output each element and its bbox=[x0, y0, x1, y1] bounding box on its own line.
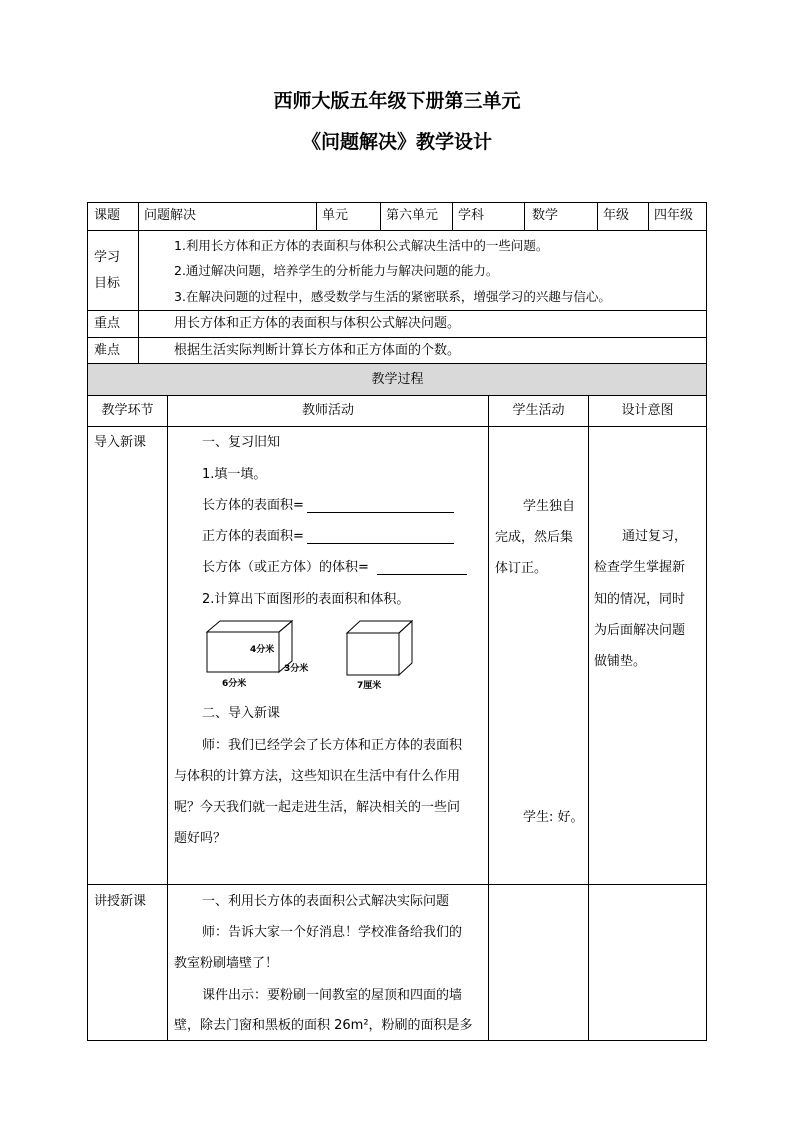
key-point-label: 重点 bbox=[94, 316, 121, 331]
unit-value: 第六单元 bbox=[386, 208, 439, 223]
dialog-line-4: 题好吗？ bbox=[174, 831, 227, 846]
student-activity-line-1: 学生独自 bbox=[523, 499, 576, 514]
col-header-stage: 教学环节 bbox=[101, 403, 154, 418]
dialog-line-1: 师：我们已经学会了长方体和正方体的表面积 bbox=[202, 738, 463, 753]
unit-label: 单元 bbox=[322, 208, 349, 223]
student-activity-line-3: 体订正。 bbox=[495, 561, 548, 576]
lesson-line-3: 课件出示：要粉刷一间教室的屋顶和四面的墙 bbox=[202, 988, 463, 1003]
stage-new-lesson: 讲授新课 bbox=[94, 894, 147, 909]
dialog-line-3: 呢？今天我们就一起走进生活，解决相关的一些问 bbox=[174, 800, 461, 815]
cuboid-width-label: 6分米 bbox=[222, 679, 247, 689]
fill-heading: 1.填一填。 bbox=[202, 467, 267, 482]
goal-item-1: 1.利用长方体和正方体的表面积与体积公式解决生活中的一些问题。 bbox=[174, 238, 549, 253]
intent-line-4: 为后面解决问题 bbox=[594, 623, 686, 638]
grade-value: 四年级 bbox=[654, 208, 694, 223]
subject-label: 学科 bbox=[458, 208, 485, 223]
fill-blank-1 bbox=[307, 512, 454, 513]
intent-line-3: 知的情况，同时 bbox=[594, 592, 686, 607]
intent-line-5: 做铺垫。 bbox=[594, 654, 647, 669]
stage-intro: 导入新课 bbox=[94, 435, 147, 450]
fill-blank-2 bbox=[307, 543, 454, 544]
fill-blank-3 bbox=[377, 574, 467, 575]
difficulty-label: 难点 bbox=[94, 343, 121, 358]
goals-label-line1: 学习 bbox=[94, 250, 121, 265]
cube-edge-label: 7厘米 bbox=[357, 681, 382, 691]
fill-item-2: 正方体的表面积= bbox=[202, 529, 304, 544]
course-value: 问题解决 bbox=[144, 208, 197, 223]
cuboid-height-label: 4分米 bbox=[250, 645, 275, 655]
col-header-intent: 设计意图 bbox=[621, 403, 674, 418]
student-reply: 学生: 好。 bbox=[523, 810, 584, 825]
document-title: 西师大版五年级下册第三单元 bbox=[273, 90, 521, 112]
intent-line-2: 检查学生掌握新 bbox=[594, 560, 686, 575]
grade-label: 年级 bbox=[603, 208, 630, 223]
student-activity-line-2: 完成，然后集 bbox=[495, 530, 574, 545]
col-header-student: 学生活动 bbox=[512, 403, 565, 418]
course-label: 课题 bbox=[94, 208, 121, 223]
cuboid-depth-label: 3分米 bbox=[284, 664, 309, 674]
dialog-line-2: 与体积的计算方法，这些知识在生活中有什么作用 bbox=[174, 769, 461, 784]
lesson-line-2: 教室粉刷墙壁了！ bbox=[174, 956, 279, 971]
difficulty-text: 根据生活实际判断计算长方体和正方体面的个数。 bbox=[174, 343, 461, 358]
goals-label-line2: 目标 bbox=[94, 276, 121, 291]
goal-item-3: 3.在解决问题的过程中，感受数学与生活的紧密联系，增强学习的兴趣与信心。 bbox=[174, 289, 611, 304]
col-header-teacher: 教师活动 bbox=[301, 403, 354, 418]
review-heading: 一、复习旧知 bbox=[202, 435, 281, 450]
fill-item-3: 长方体（或正方体）的体积= bbox=[202, 560, 369, 575]
lesson-line-1: 师：告诉大家一个好消息！学校准备给我们的 bbox=[202, 925, 463, 940]
intent-line-1: 通过复习， bbox=[622, 529, 688, 544]
goal-item-2: 2.通过解决问题，培养学生的分析能力与解决问题的能力。 bbox=[174, 263, 499, 278]
lesson-line-4: 壁，除去门窗和黑板的面积 26m²，粉刷的面积是多 bbox=[174, 1018, 473, 1033]
intro-heading: 二、导入新课 bbox=[202, 706, 281, 721]
key-point-text: 用长方体和正方体的表面积与体积公式解决问题。 bbox=[174, 316, 461, 331]
subject-value: 数学 bbox=[532, 208, 559, 223]
calc-heading: 2.计算出下面图形的表面积和体积。 bbox=[202, 592, 410, 607]
process-header: 教学过程 bbox=[371, 372, 424, 387]
lesson-heading: 一、利用长方体的表面积公式解决实际问题 bbox=[202, 894, 450, 909]
document-subtitle: 《问题解决》教学设计 bbox=[301, 131, 492, 153]
fill-item-1: 长方体的表面积= bbox=[202, 498, 304, 513]
